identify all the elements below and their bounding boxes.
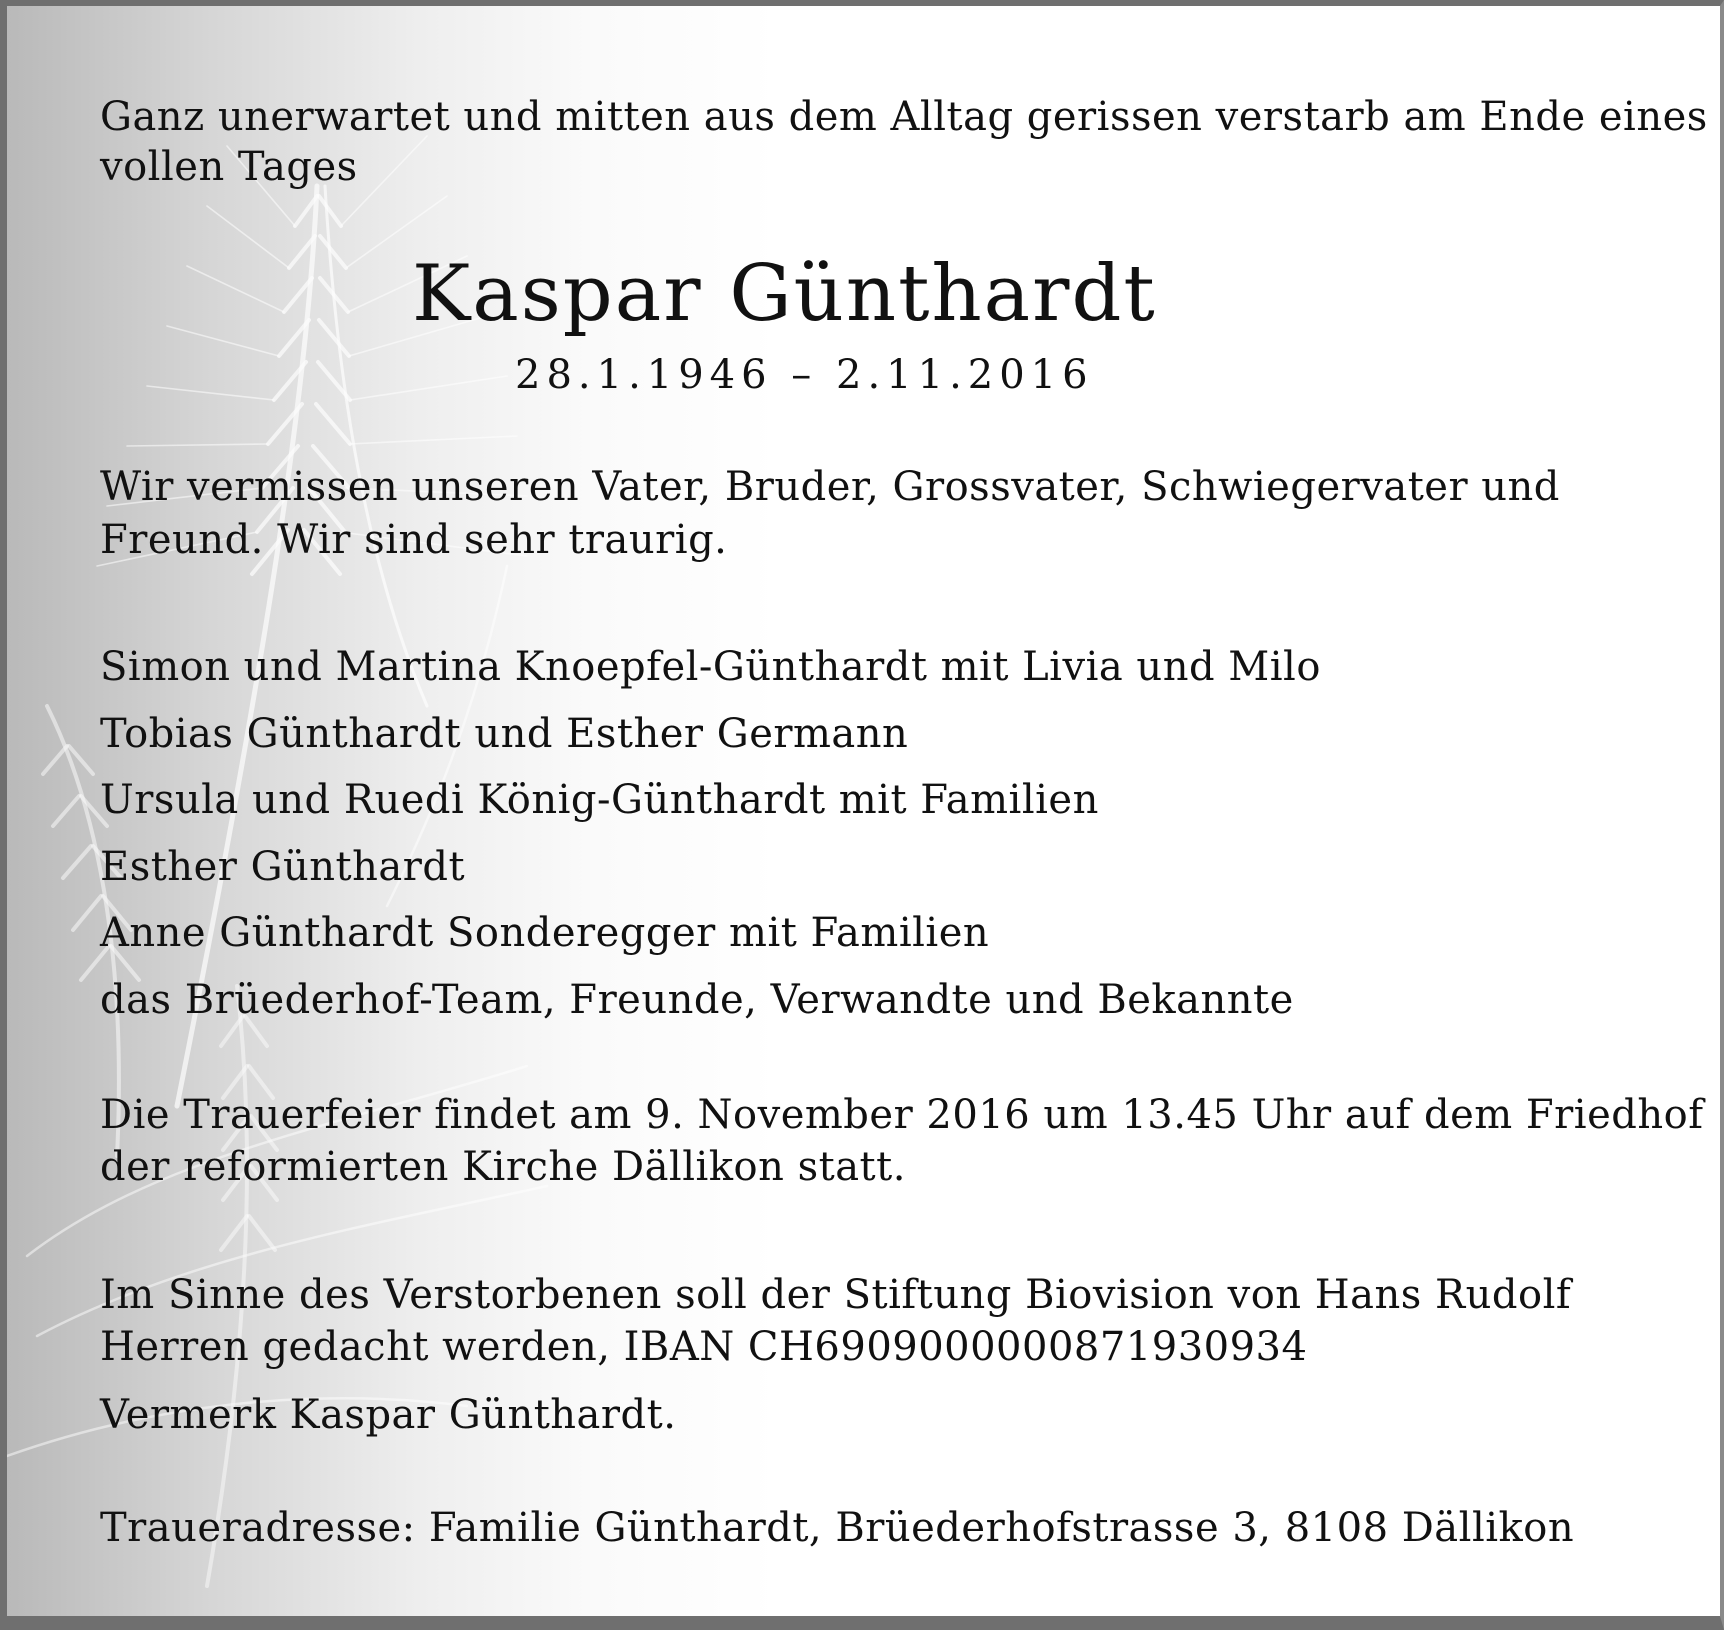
mourner-entry: das Brüederhof-Team, Freunde, Verwandte und Bekannte xyxy=(100,976,1294,1023)
donation-line-1: Im Sinne des Verstorbenen soll der Stiftung Biovision von Hans Rudolf xyxy=(100,1272,1572,1318)
donation-line-3: Vermerk Kaspar Günthardt. xyxy=(100,1392,677,1438)
mourner-entry: Ursula und Ruedi König-Günthardt mit Familien xyxy=(100,777,1099,823)
intro-line-1: Ganz unerwartet und mitten aus dem Alltag gerissen verstarb am Ende eines xyxy=(100,94,1708,140)
mourner-entry: Esther Günthardt xyxy=(100,843,466,890)
intro-line-2: vollen Tages xyxy=(100,144,358,190)
mourner-entry: Tobias Günthardt und Esther Germann xyxy=(100,710,909,757)
mourner-entry: Simon und Martina Knoepfel-Günthardt mit Livia und Milo xyxy=(100,644,1321,690)
ceremony-line-2: der reformierten Kirche Dällikon statt. xyxy=(100,1144,906,1190)
mourning-address: Traueradresse: Familie Günthardt, Brüederhofstrasse 3, 8108 Dällikon xyxy=(100,1505,1575,1551)
life-dates: 28.1.1946 – 2.11.2016 xyxy=(515,352,1094,398)
mourners-list xyxy=(100,634,1321,1033)
message-line-1: Wir vermissen unseren Vater, Bruder, Grossvater, Schwiegervater und xyxy=(100,464,1560,510)
ceremony-line-1: Die Trauerfeier findet am 9. November 2016 um 13.45 Uhr auf dem Friedhof xyxy=(100,1092,1704,1138)
mourner-entry: Anne Günthardt Sonderegger mit Familien xyxy=(100,910,990,956)
deceased-name: Kaspar Günthardt xyxy=(412,249,1157,339)
message-line-2: Freund. Wir sind sehr traurig. xyxy=(100,517,728,563)
donation-line-2: Herren gedacht werden, IBAN CH6909000000871930934 xyxy=(100,1324,1308,1370)
